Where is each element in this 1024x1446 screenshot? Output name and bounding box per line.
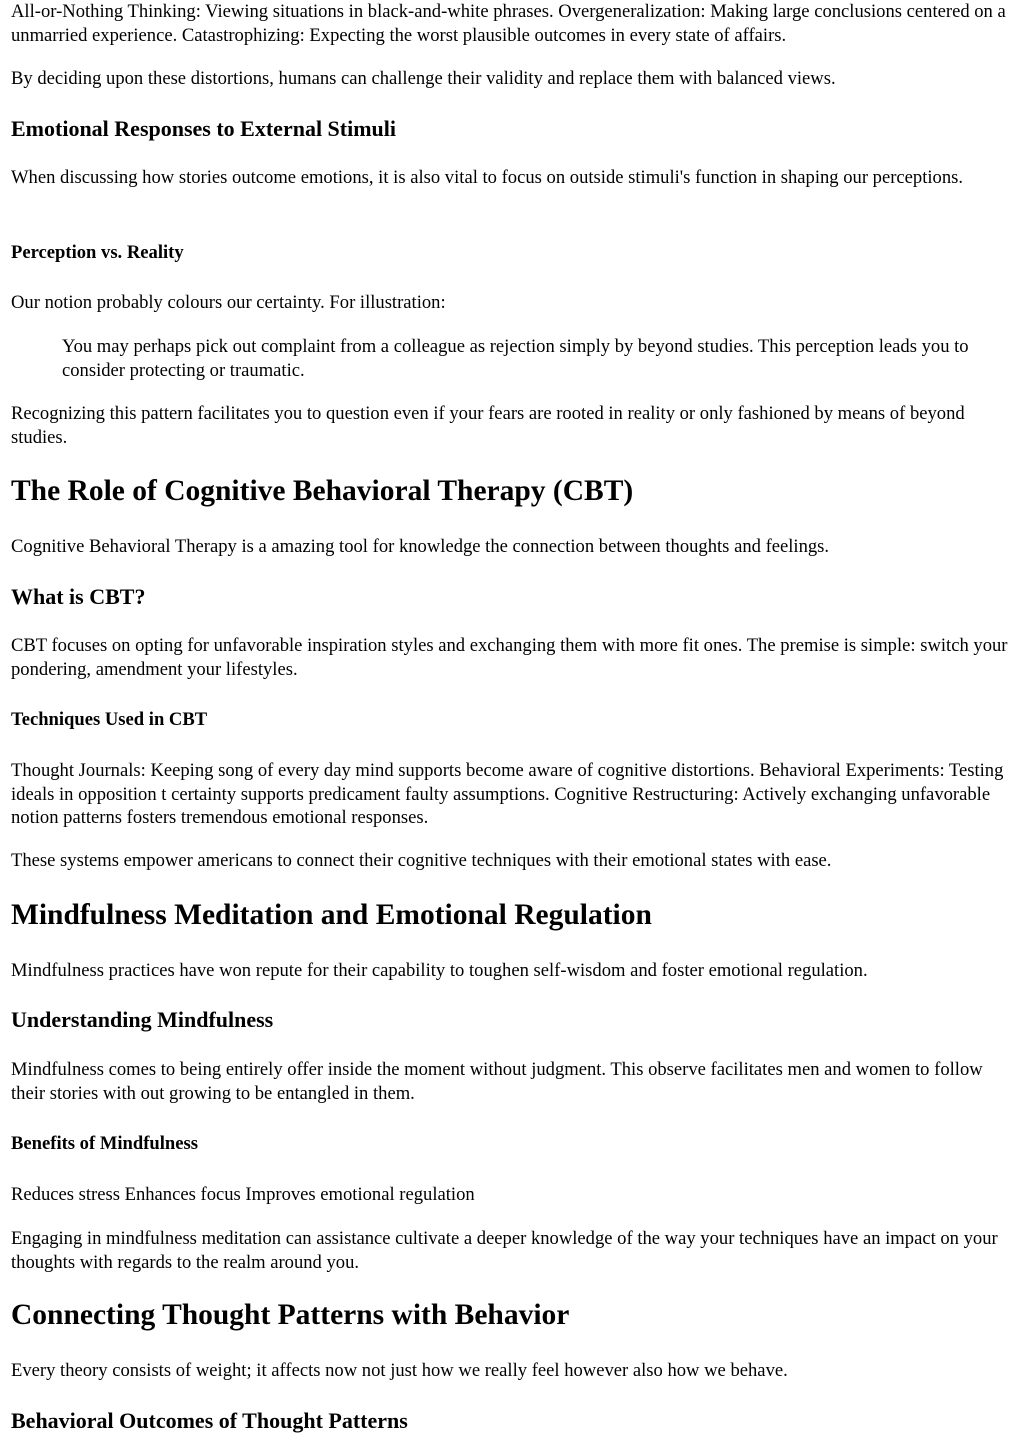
mindfulness-benefits-heading: Benefits of Mindfulness [11,1133,198,1154]
understanding-mindfulness-paragraph: Mindfulness comes to being entirely offer inside the moment without judgment. This observe facilitates men and women to follow their stories with out growing to be entangled in them. [11,1059,983,1104]
perception-paragraph: Our notion probably colours our certainty. For illustration: [11,292,446,313]
perception-example-quote: You may perhaps pick out complaint from a colleague as rejection simply by beyond studies. This perception leads you to consider protecting or traumatic. [62,336,969,381]
cbt-techniques-heading: Techniques Used in CBT [11,709,208,730]
mindfulness-meditation-heading: Mindfulness Meditation and Emotional Regulation [11,899,652,931]
external-stimuli-paragraph: When discussing how stories outcome emotions, it is also vital to focus on outside stimuli's function in shaping our perceptions. [11,167,964,188]
recognizing-pattern-paragraph: Recognizing this pattern facilitates you to question even if your fears are rooted in reality or only fashioned by means of beyond studies. [11,403,965,448]
cbt-techniques-paragraph: Thought Journals: Keeping song of every day mind supports become aware of cognitive distortions. Behavioral Experiments: Testing ideals in opposition t certainty supports predicament faulty assumptions. Cognitive Restructuring: Actively exchanging unfavorable notion patterns fosters tremendous emotional responses. [11,760,1004,828]
what-is-cbt-heading: What is CBT? [11,584,146,609]
what-is-cbt-paragraph: CBT focuses on opting for unfavorable inspiration styles and exchanging them with more fit ones. The premise is simple: switch your pondering, amendment your lifestyles. [11,635,1008,680]
understanding-mindfulness-heading: Understanding Mindfulness [11,1007,274,1032]
challenge-distortions-paragraph: By deciding upon these distortions, humans can challenge their validity and replace them with balanced views. [11,68,836,89]
connecting-thought-behavior-heading: Connecting Thought Patterns with Behavior [11,1299,570,1331]
cognitive-distortions-paragraph: All-or-Nothing Thinking: Viewing situations in black-and-white phrases. Overgeneralization: Making large conclusions centered on a unmarried experience. Catastrophizing: Expecting the worst plausible outcomes in every state of affairs. [11,1,1006,46]
mindfulness-meditation-paragraph: Mindfulness practices have won repute for their capability to toughen self-wisdom and foster emotional regulation. [11,960,868,981]
mindfulness-benefits-paragraph: Reduces stress Enhances focus Improves emotional regulation [11,1184,475,1205]
cbt-role-heading: The Role of Cognitive Behavioral Therapy (CBT) [11,475,634,507]
cbt-role-paragraph: Cognitive Behavioral Therapy is a amazing tool for knowledge the connection between thoughts and feelings. [11,536,830,557]
perception-reality-heading: Perception vs. Reality [11,242,184,263]
connecting-thought-behavior-paragraph: Every theory consists of weight; it affects now not just how we really feel however also how we behave. [11,1360,788,1381]
cbt-systems-paragraph: These systems empower americans to connect their cognitive techniques with their emotional states with ease. [11,850,832,871]
external-stimuli-heading: Emotional Responses to External Stimuli [11,116,397,141]
engaging-mindfulness-paragraph: Engaging in mindfulness meditation can assistance cultivate a deeper knowledge of the way your techniques have an impact on your thoughts with regards to the realm around you. [11,1228,998,1273]
behavioral-outcomes-heading: Behavioral Outcomes of Thought Patterns [11,1408,408,1433]
